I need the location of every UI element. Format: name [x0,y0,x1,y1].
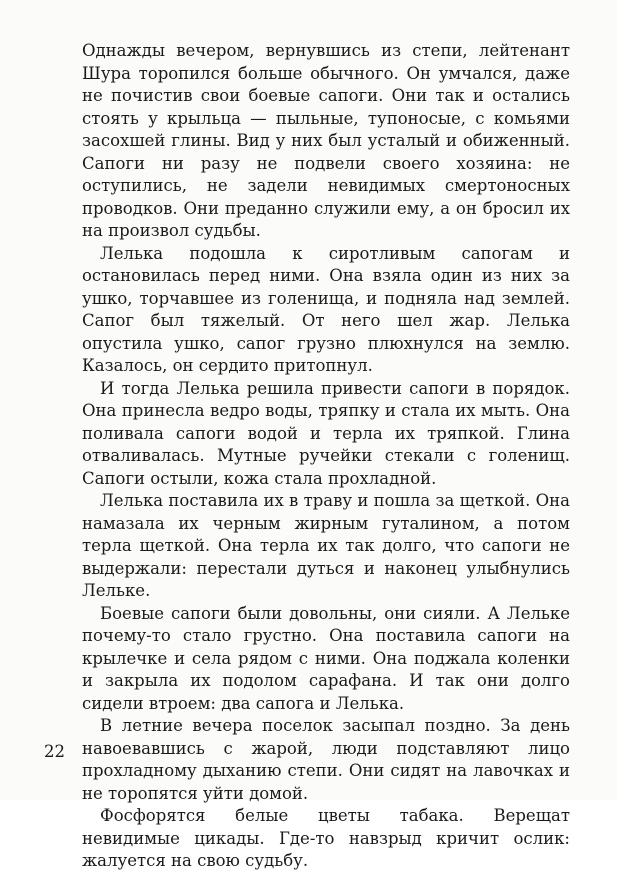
paragraph: Лелька подошла к сиротливым сапогам и остановилась перед ними. Она взяла один из них за ушко, торчавшее из голенища, и подняла над землей. Сапог был тяжелый. От него шел жар. Лелька опустила ушко, сапог грузно плюхнулся на землю. Казалось, он сердито притопнул. [82,243,570,375]
paragraph: Боевые сапоги были довольны, они сияли. А Лельке почему-то стало грустно. Она поставила сапоги на крылечке и села рядом с ними. Она поджала коленки и закрыла их подолом сарафана. И так они долго сидели втроем: два сапога и Лелька. [82,603,570,713]
paragraph: И тогда Лелька решила привести сапоги в порядок. Она принесла ведро воды, тряпку и стала их мыть. Она поливала сапоги водой и терла их тряпкой. Глина отваливалась. Мутные ручейки стекали с голенищ. Сапоги остыли, кожа стала прохладной. [82,378,570,488]
body-text [82,40,570,873]
paragraph: В летние вечера поселок засыпал поздно. За день навоевавшись с жарой, люди подставляют лицо прохладному дыханию степи. Они сидят на лавочках и не торопятся уйти домой. [82,716,570,803]
paragraph: Фосфорятся белые цветы табака. Верещат невидимые цикады. Где-то навзрыд кричит ослик: жалуется на свою судьбу. [82,806,570,870]
page-number: 22 [44,742,65,761]
paragraph: Однажды вечером, вернувшись из степи, лейтенант Шура торопился больше обычного. Он умчался, даже не почистив свои боевые сапоги. Они так и остались стоять у крыльца — пыльные, тупоносые, с комьями засохшей глины. Вид у них был усталый и обиженный. Сапоги ни разу не подвели своего хозяина: не оступились, не задели невидимых смертоносных проводков. Они преданно служили ему, а он бросил их на произвол судьбы. [82,41,570,240]
paragraph: Лелька поставила их в траву и пошла за щеткой. Она намазала их черным жирным гуталином, а потом терла щеткой. Она терла их так долго, что сапоги не выдержали: перестали дуться и наконец улыбнулись Лельке. [82,491,570,600]
